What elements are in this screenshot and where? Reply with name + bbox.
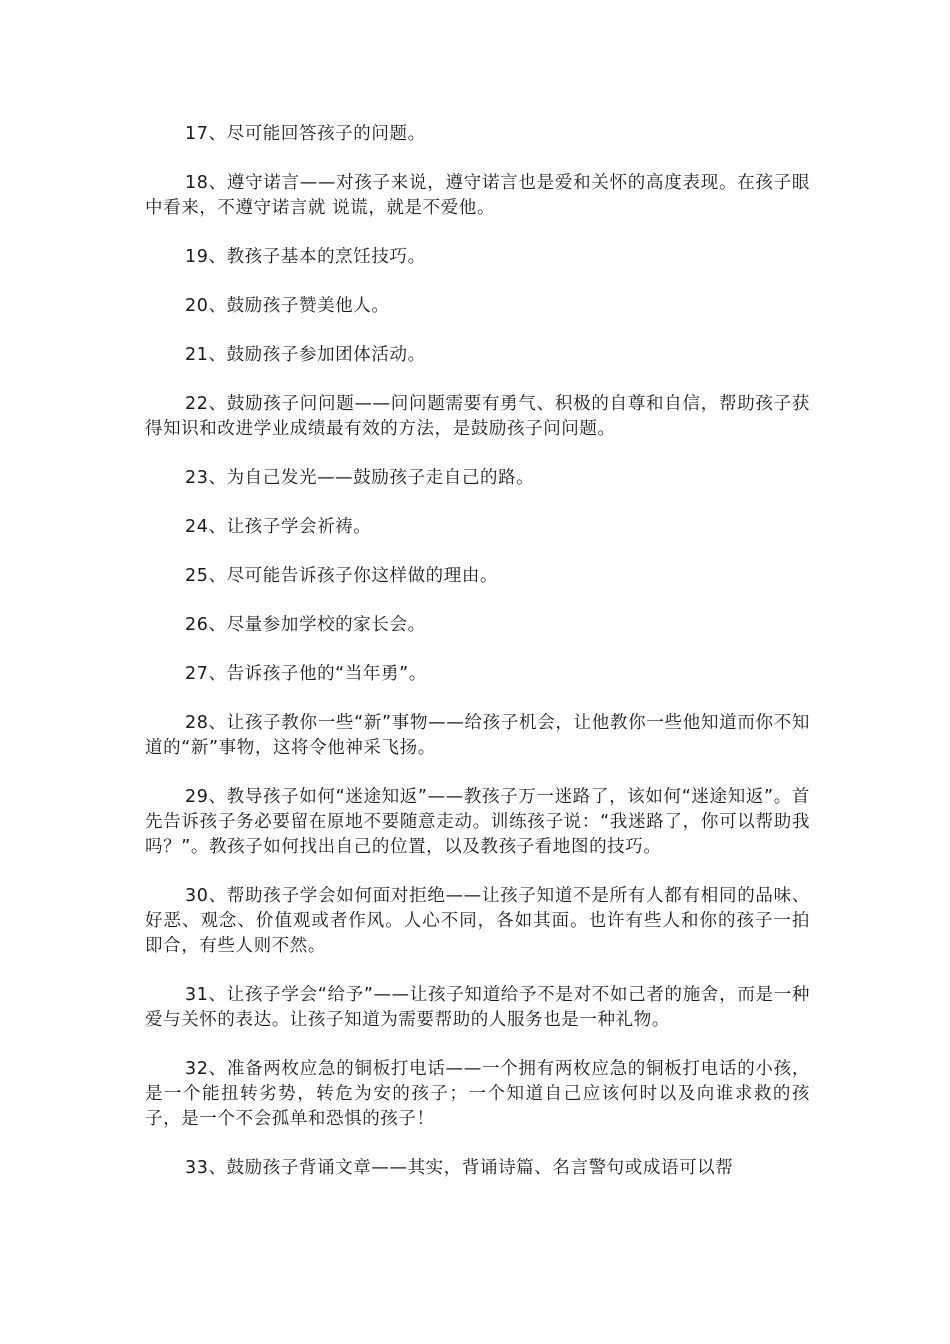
paragraph-32: 32、准备两枚应急的铜板打电话——一个拥有两枚应急的铜板打电话的小孩，是一个能扭转劣势，转危为安的孩子；一个知道自己应该何时以及向谁求救的孩子，是一个不会孤单和恐惧的孩子！ <box>145 1059 810 1129</box>
paragraph-21: 21、鼓励孩子参加团体活动。 <box>185 345 426 365</box>
paragraph-30: 30、帮助孩子学会如何面对拒绝——让孩子知道不是所有人都有相同的品味、好恶、观念、价值观或者作风。人心不同，各如其面。也许有些人和你的孩子一拍即合，有些人则不然。 <box>145 886 810 956</box>
paragraph-29: 29、教导孩子如何“迷途知返”——教孩子万一迷路了，该如何“迷途知返”。首先告诉孩子务必要留在原地不要随意走动。训练孩子说：“我迷路了，你可以帮助我吗？”。教孩子如何找出自己的位置，以及教孩子看地图的技巧。 <box>145 787 810 857</box>
paragraph-17: 17、尽可能回答孩子的问题。 <box>185 124 426 144</box>
paragraph-31: 31、让孩子学会“给予”——让孩子知道给予不是对不如己者的施舍，而是一种爱与关怀的表达。让孩子知道为需要帮助的人服务也是一种礼物。 <box>145 985 810 1030</box>
paragraph-18: 18、遵守诺言——对孩子来说，遵守诺言也是爱和关怀的高度表现。在孩子眼中看来，不遵守诺言就 说谎，就是不爱他。 <box>145 173 810 218</box>
document-page <box>145 122 810 1205</box>
paragraph-33: 33、鼓励孩子背诵文章——其实，背诵诗篇、名言警句或成语可以帮 <box>185 1158 734 1178</box>
paragraph-20: 20、鼓励孩子赞美他人。 <box>185 296 390 316</box>
paragraph-27: 27、告诉孩子他的“当年勇”。 <box>185 664 427 684</box>
paragraph-23: 23、为自己发光——鼓励孩子走自己的路。 <box>185 468 535 488</box>
paragraph-26: 26、尽量参加学校的家长会。 <box>185 615 426 635</box>
paragraph-24: 24、让孩子学会祈祷。 <box>185 517 372 537</box>
paragraph-25: 25、尽可能告诉孩子你这样做的理由。 <box>185 566 499 586</box>
paragraph-22: 22、鼓励孩子问问题——问问题需要有勇气、积极的自尊和自信，帮助孩子获得知识和改进学业成绩最有效的方法，是鼓励孩子问问题。 <box>145 394 810 439</box>
paragraph-19: 19、教孩子基本的烹饪技巧。 <box>185 247 426 267</box>
paragraph-28: 28、让孩子教你一些“新”事物——给孩子机会，让他教你一些他知道而你不知道的“新”事物，这将令他神采飞扬。 <box>145 713 810 758</box>
